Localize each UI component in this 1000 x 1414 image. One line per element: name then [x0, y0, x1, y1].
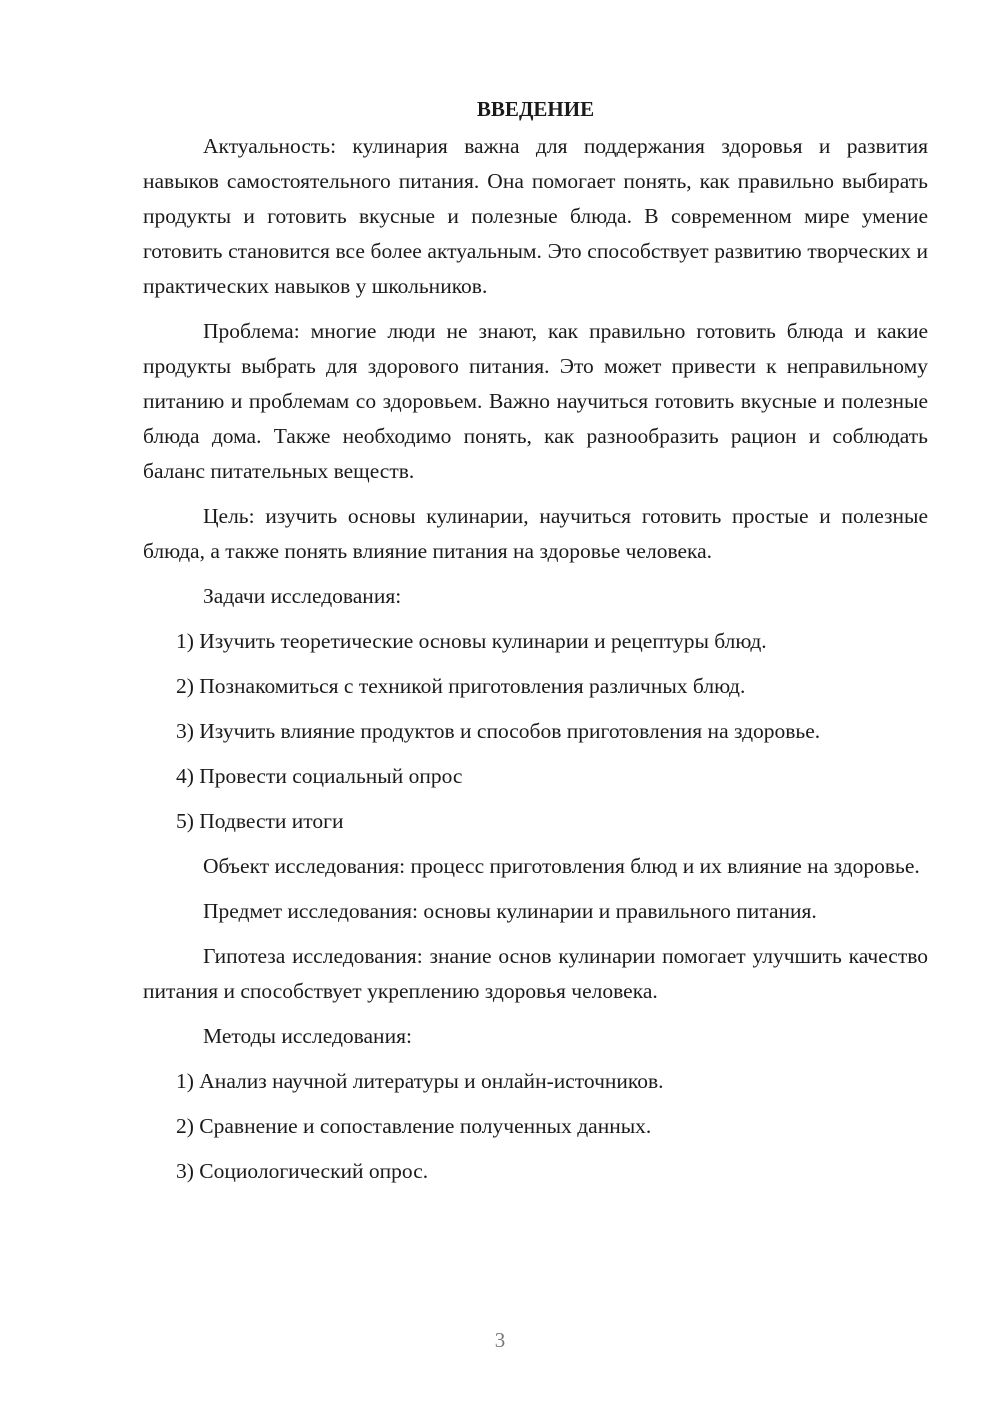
task-item: 4) Провести социальный опрос [176, 764, 463, 788]
task-item: 2) Познакомиться с техникой приготовления различных блюд. [176, 674, 746, 698]
task-item: 1) Изучить теоретические основы кулинарии и рецептуры блюд. [176, 629, 767, 653]
methods-label: Методы исследования: [203, 1024, 412, 1048]
methods-list [143, 1064, 928, 1189]
problem-paragraph: Проблема: многие люди не знают, как правильно готовить блюда и какие продукты выбрать для здорового питания. Это может привести к неправильному питанию и проблемам со здоровьем. Важно научиться готовить вкусные и полезные блюда дома. Также необходимо понять, как разнообразить рацион и соблюдать баланс питательных веществ. [143, 319, 928, 483]
subject-paragraph: Предмет исследования: основы кулинарии и правильного питания. [203, 899, 817, 923]
task-item: 3) Изучить влияние продуктов и способов приготовления на здоровье. [176, 719, 821, 743]
section-title: ВВЕДЕНИЕ [476, 97, 595, 121]
tasks-label: Задачи исследования: [203, 584, 402, 608]
object-paragraph: Объект исследования: процесс приготовления блюд и их влияние на здоровье. [203, 854, 920, 878]
tasks-list [143, 624, 928, 839]
goal-paragraph: Цель: изучить основы кулинарии, научиться готовить простые и полезные блюда, а также понять влияние питания на здоровье человека. [143, 504, 928, 563]
hypothesis-paragraph: Гипотеза исследования: знание основ кулинарии помогает улучшить качество питания и способствует укреплению здоровья человека. [143, 944, 928, 1003]
method-item: 1) Анализ научной литературы и онлайн-источников. [176, 1069, 664, 1093]
task-item: 5) Подвести итоги [176, 809, 344, 833]
relevance-paragraph: Актуальность: кулинария важна для поддержания здоровья и развития навыков самостоятельного питания. Она помогает понять, как правильно выбирать продукты и готовить вкусные и полезные блюда. В современном мире умение готовить становится все более актуальным. Это способствует развитию творческих и практических навыков у школьников. [143, 134, 928, 298]
page-number: 3 [494, 1328, 506, 1352]
document-page [143, 92, 928, 1199]
method-item: 2) Сравнение и сопоставление полученных данных. [176, 1114, 652, 1138]
method-item: 3) Социологический опрос. [176, 1159, 429, 1183]
